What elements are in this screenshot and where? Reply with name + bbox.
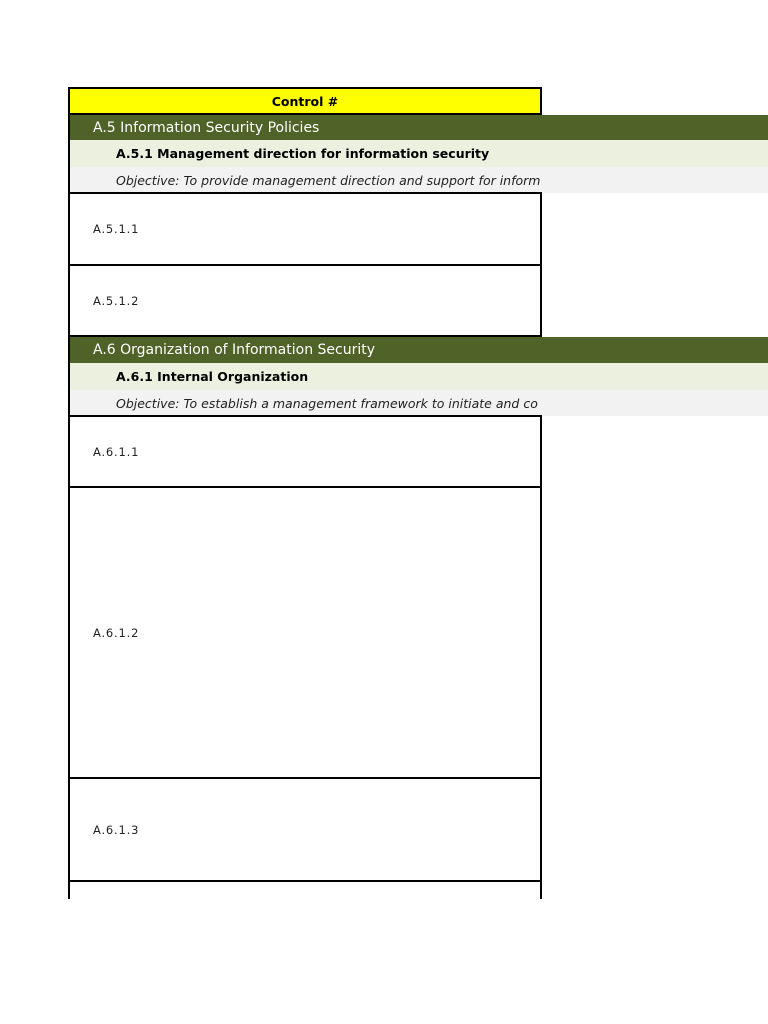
- section-title: A.6 Organization of Information Security: [93, 342, 376, 358]
- control-id: A.5.1.2: [93, 293, 140, 308]
- control-row-a5-1-1: [68, 192, 542, 266]
- control-id: A.6.1.3: [93, 822, 140, 837]
- subsection-row-a5-1: [68, 140, 768, 167]
- control-row-a6-1-2: [68, 488, 542, 779]
- control-row-partial: [68, 882, 542, 899]
- column-header-control-number: [68, 87, 542, 115]
- control-row-a6-1-3: [68, 779, 542, 882]
- objective-text: Objective: To establish a management framework to initiate and co: [116, 395, 538, 411]
- subsection-title: A.6.1 Internal Organization: [116, 369, 309, 384]
- column-header-label: Control #: [271, 93, 339, 109]
- subsection-title: A.5.1 Management direction for information security: [116, 146, 490, 161]
- control-row-a5-1-2: [68, 266, 542, 337]
- section-row-a6: [68, 337, 768, 363]
- section-title: A.5 Information Security Policies: [93, 119, 320, 136]
- control-id: A.5.1.1: [93, 222, 140, 236]
- subsection-row-a6-1: [68, 363, 768, 390]
- objective-text: Objective: To provide management direction and support for inform: [116, 172, 541, 188]
- objective-row-a6-1: [68, 390, 768, 416]
- control-id: A.6.1.2: [93, 625, 140, 640]
- objective-row-a5-1: [68, 167, 768, 193]
- control-id: A.6.1.1: [93, 444, 140, 459]
- section-row-a5: [68, 115, 768, 140]
- control-row-a6-1-1: [68, 415, 542, 488]
